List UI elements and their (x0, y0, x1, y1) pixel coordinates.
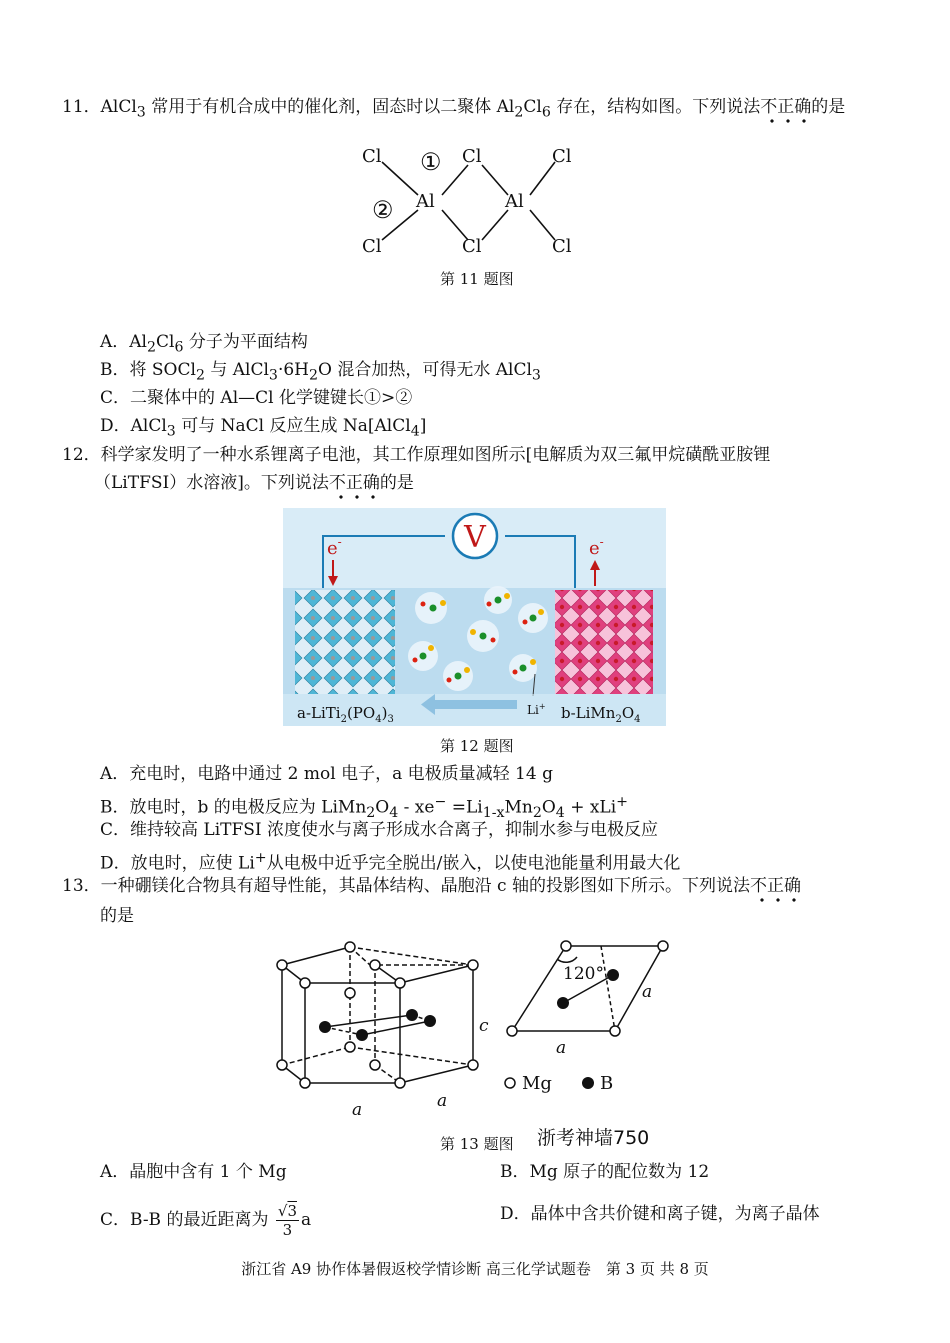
mg-atom (468, 960, 478, 970)
mg-atom (277, 1060, 287, 1070)
al2cl6-structure-figure (350, 140, 600, 265)
q11-option-c: C．二聚体中的 Al—Cl 化学键键长①>② (100, 388, 413, 408)
q12-stem-line2: （LiTFSI）水溶液]。下列说法不正确的是 (94, 473, 414, 493)
mg-atom (610, 1026, 620, 1036)
emphasis-not-correct: 不正确 (760, 97, 812, 117)
lattice-c-label: c (479, 1016, 489, 1036)
watermark: 浙考神墙750 (537, 1127, 650, 1149)
legend-b-label: B (600, 1073, 614, 1094)
q12-option-c: C．维持较高 LiTFSI 浓度使水与离子形成水合离子，抑制水参与电极反应 (100, 820, 659, 840)
electron-label-right: e- (589, 535, 604, 559)
mg-atom (370, 1060, 380, 1070)
electrode-a-label: $a-LiTi_2(PO_4)_3$ (297, 704, 394, 725)
fraction: $\frac{√3}{3}$ (277, 1202, 297, 1239)
battery-diagram (283, 508, 666, 726)
q13-stem-line1: 13．一种硼镁化合物具有超导性能，其晶体结构、晶胞沿 c 轴的投影图如下所示。下列说法不正确 (62, 876, 801, 896)
emphasis-not-correct: 不正确 (328, 473, 380, 493)
mg-atom (345, 988, 355, 998)
cl-atom-3: Cl (552, 146, 572, 167)
q11-stem: 11．AlCl$_3$ 常用于有机合成中的催化剂，固态时以二聚体 $Al_2Cl_6$ 存在，结构如图。下列说法不正确的是 (62, 97, 846, 121)
figure-12-caption: 第 12 题图 (440, 737, 514, 755)
bond (382, 162, 418, 195)
mg-atom (395, 978, 405, 988)
mg-atom (370, 960, 380, 970)
q12-option-a: A．充电时，电路中通过 2 mol 电子，a 电极质量减轻 14 g (100, 764, 553, 784)
b-atom (406, 1009, 418, 1021)
lattice-a-label-1: a (352, 1100, 363, 1120)
mg-atom (300, 978, 310, 988)
bond (442, 165, 468, 195)
b-atom (356, 1029, 368, 1041)
mg-atom (395, 1078, 405, 1088)
projection-a-label-2: a (556, 1038, 567, 1058)
q13-option-d: D．晶体中含共价键和离子键，为离子晶体 (500, 1204, 820, 1224)
al-atom-1: Al (416, 191, 435, 212)
mg-atom (507, 1026, 517, 1036)
voltmeter-label: V (464, 520, 486, 555)
b-atom (607, 969, 619, 981)
cl-atom-1: Cl (362, 146, 382, 167)
q11-option-d: D．AlCl$_3$ 可与 NaCl 反应生成 Na[AlCl$_4$] (100, 416, 427, 440)
mg-atom (300, 1078, 310, 1088)
mg-atom (468, 1060, 478, 1070)
b-atom (424, 1015, 436, 1027)
angle-label: 120° (563, 964, 604, 984)
electrode-a-crystal (295, 590, 395, 694)
lattice-a-label-2: a (437, 1091, 448, 1111)
electrode-b-label: $b-LiMn_2O_4$ (561, 704, 641, 725)
cl-atom-6: Cl (552, 236, 572, 257)
cl-atom-2: Cl (462, 146, 482, 167)
al-atom-2: Al (505, 191, 524, 212)
page-footer: 浙江省 A9 协作体暑假返校学情诊断 高三化学试题卷 第 3 页 共 8 页 (241, 1260, 709, 1278)
q13-stem-line2: 的是 (100, 906, 134, 926)
li-ion-label: Li+ (527, 702, 546, 717)
legend-b-icon (582, 1077, 594, 1089)
q12-option-b: B．放电时，b 的电极反应为 $LiMn_2O_4 - xe^- =Li_{1-x}Mn_2O_4 + xLi^+$ (100, 794, 629, 822)
q11-option-b: B．将 SOCl$_2$ 与 $AlCl_3\cdot 6H_2O$ 混合加热，可得无水 AlCl$_3$ (100, 360, 541, 384)
b-atom (319, 1021, 331, 1033)
q13-option-b: B．Mg 原子的配位数为 12 (500, 1162, 710, 1182)
mg-atom (561, 941, 571, 951)
figure-11-caption: 第 11 题图 (440, 270, 514, 288)
q13-option-c: C．B-B 的最近距离为 $\frac{√3}{3}$ a (100, 1202, 312, 1239)
figure-13-caption: 第 13 题图 (440, 1135, 514, 1153)
cl-atom-5: Cl (462, 236, 482, 257)
mg-atom (277, 960, 287, 970)
mg-atom (658, 941, 668, 951)
bond-marker-2: ② (372, 196, 394, 224)
bond-marker-1: ① (420, 148, 442, 176)
b-atom (557, 997, 569, 1009)
legend-mg-icon (505, 1078, 515, 1088)
mg-atom (345, 942, 355, 952)
projection-a-label-1: a (642, 982, 653, 1002)
legend-mg-label: Mg (522, 1073, 552, 1094)
emphasis-not-correct: 不正确 (749, 876, 801, 896)
mg-atom (345, 1042, 355, 1052)
q12-stem-line1: 12．科学家发明了一种水系锂离子电池，其工作原理如图所示[电解质为双三氟甲烷磺酰亚胺锂 (62, 445, 771, 465)
q11-option-a: A．$Al_2Cl_6$ 分子为平面结构 (100, 332, 308, 356)
crystal-structure-figure (270, 935, 690, 1120)
q13-option-a: A．晶胞中含有 1 个 Mg (100, 1162, 287, 1182)
bond (482, 210, 508, 240)
q12-option-d: D．放电时，应使 Li+从电极中近乎完全脱出/嵌入，以使电池能量利用最大化 (100, 850, 681, 874)
cl-atom-4: Cl (362, 236, 382, 257)
electron-label-left: e- (327, 535, 342, 559)
electrode-b-crystal (555, 590, 653, 694)
